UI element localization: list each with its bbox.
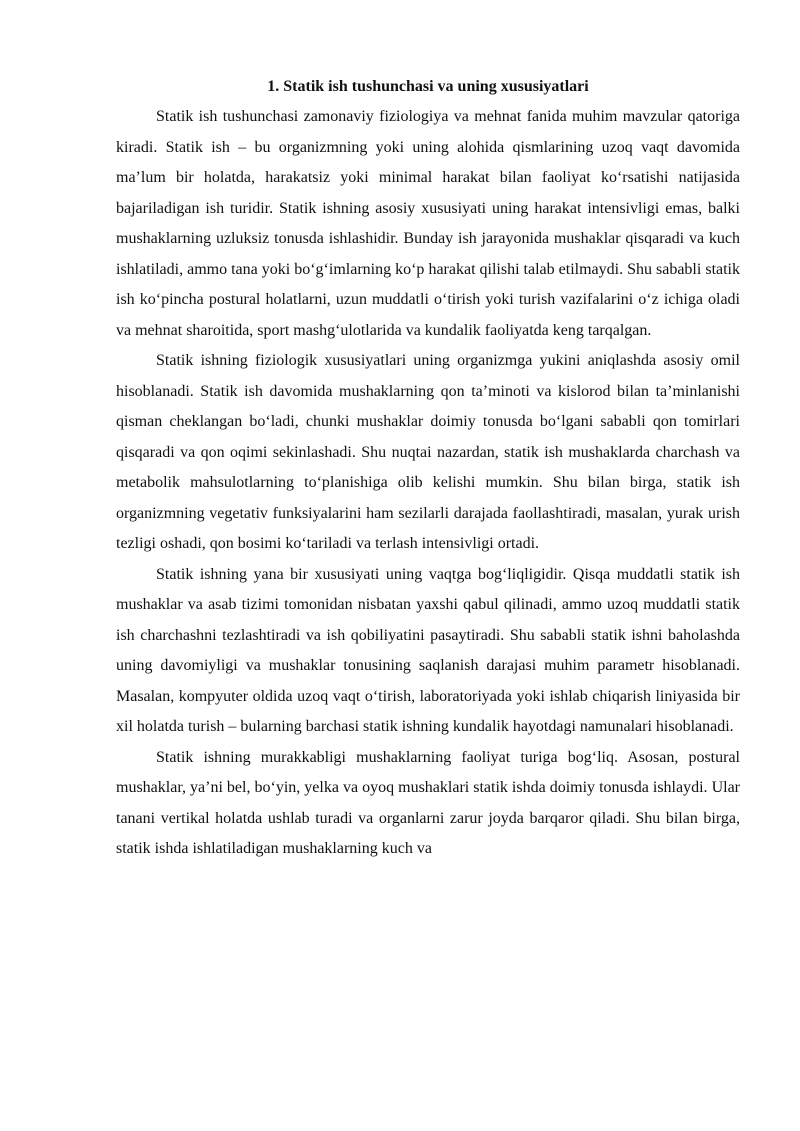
paragraph-4: Statik ishning murakkabligi mushaklarning faoliyat turiga bog‘liq. Asosan, postural mushaklar, ya’ni bel, bo‘yin, yelka va oyoq mushaklari statik ishda doimiy tonusda ishlaydi. Ular tanani vertikal holatda ushlab turadi va organlarni zarur joyda barqaror qiladi. Shu bilan birga, statik ishda ishlatiladigan mushaklarning kuch va	[116, 748, 740, 857]
paragraph-3: Statik ishning yana bir xususiyati uning vaqtga bog‘liqligidir. Qisqa muddatli statik ish mushaklar va asab tizimi tomonidan nisbatan yaxshi qabul qilinadi, ammo uzoq muddatli statik ish charchashni tezlashtiradi va ish qobiliyatini pasaytiradi. Shu sababli statik ishni baholashda uning davomiyligi va mushaklar tonusining saqlanish darajasi muhim parametr hisoblanadi. Masalan, kompyuter oldida uzoq vaqt o‘tirish, laboratoriyada yoki ishlab chiqarish liniyasida bir xil holatda turish – bularning barchasi statik ishning kundalik hayotdagi namunalari hisoblanadi.	[116, 565, 740, 735]
paragraph-2: Statik ishning fiziologik xususiyatlari uning organizmga yukini aniqlashda asosiy omil hisoblanadi. Statik ish davomida mushaklarning qon ta’minoti va kislorod bilan ta’minlanishi qisman cheklangan bo‘ladi, chunki mushaklar doimiy tonusda bo‘lgani sababli qon tomirlari qisqaradi va qon oqimi sekinlashadi. Shu nuqtai nazardan, statik ish mushaklarda charchash va metabolik mahsulotlarning to‘planishiga olib kelishi mumkin. Shu bilan birga, statik ish organizmning vegetativ funksiyalarini ham sezilarli darajada faollashtiradi, masalan, yurak urish tezligi oshadi, qon bosimi ko‘tariladi va terlash intensivligi ortadi.	[116, 352, 740, 552]
paragraph-1: Statik ish tushunchasi zamonaviy fiziologiya va mehnat fanida muhim mavzular qatoriga kiradi. Statik ish – bu organizmning yoki uning alohida qismlarining uzoq vaqt davomida ma’lum bir holatda, harakatsiz yoki minimal harakat bilan faoliyat ko‘rsatishi natijasida bajariladigan ish turidir. Statik ishning asosiy xususiyati uning harakat intensivligi emas, balki mushaklarning uzluksiz tonusda ishlashidir. Bunday ish jarayonida mushaklar qisqaradi va kuch ishlatiladi, ammo tana yoki bo‘g‘imlarning ko‘p harakat qilishi talab etilmaydi. Shu sababli statik ish ko‘pincha postural holatlarni, uzun muddatli o‘tirish yoki turish vazifalarini o‘z ichiga oladi va mehnat sharoitida, sport mashg‘ulotlarida va kundalik faoliyatda keng tarqalgan.	[116, 108, 740, 339]
section-heading: 1. Statik ish tushunchasi va uning xususiyatlari	[267, 78, 589, 95]
document-page	[116, 76, 740, 865]
